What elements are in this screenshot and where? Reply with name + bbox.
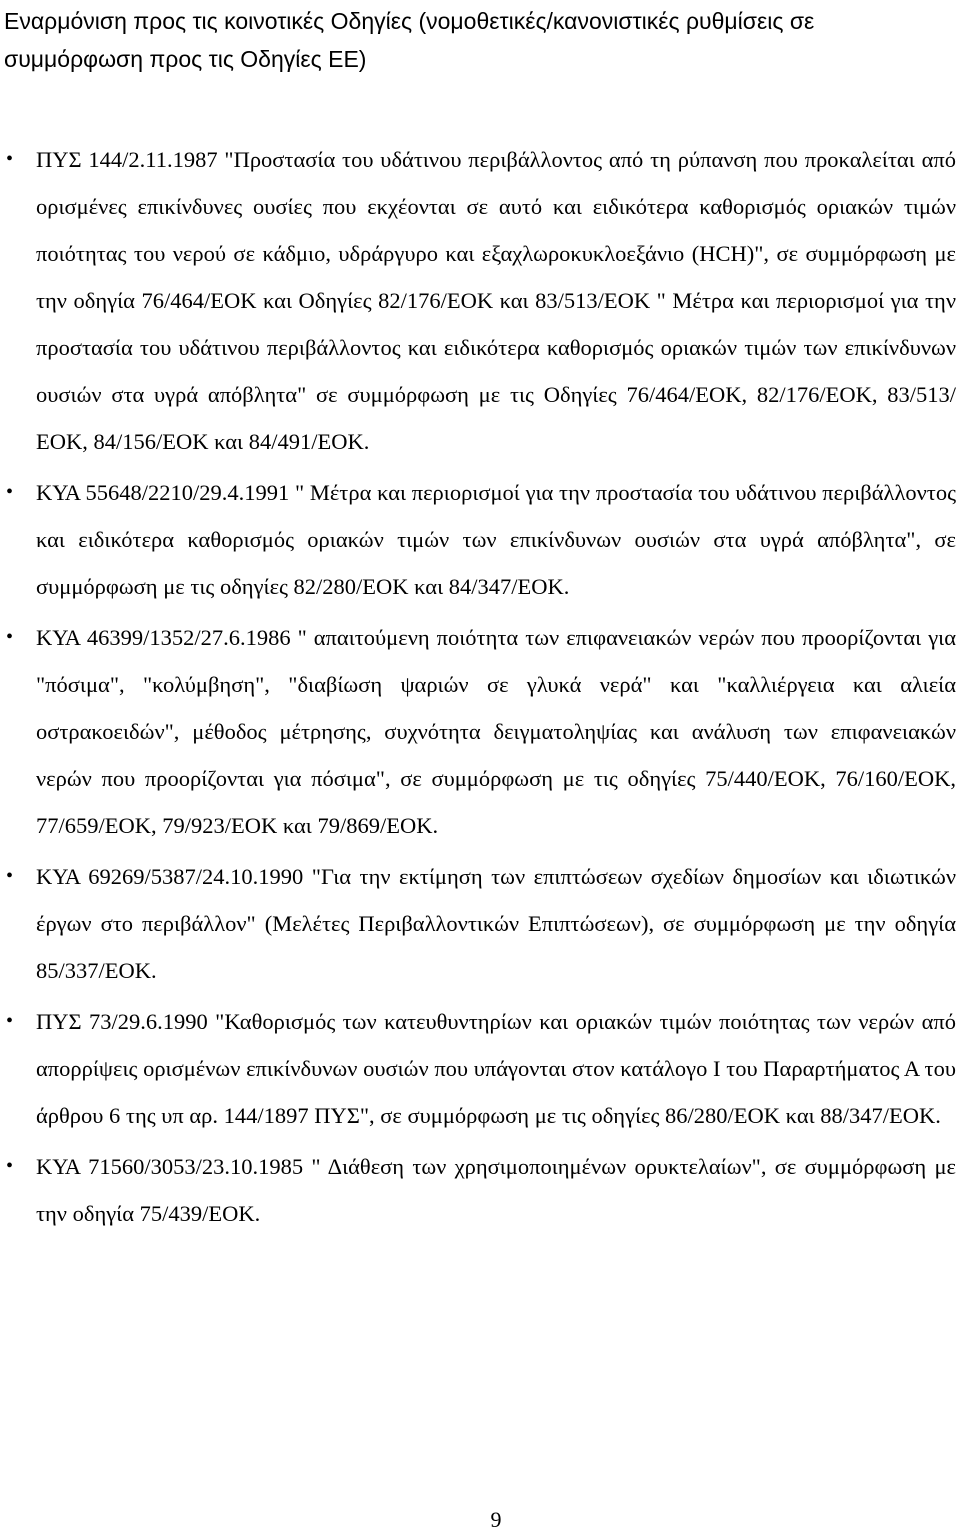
legislation-list — [6, 136, 956, 1237]
page-number: 9 — [490, 1507, 502, 1532]
bullet-icon: • — [6, 1155, 14, 1177]
list-item-text: ΚΥΑ 69269/5387/24.10.1990 "Για την εκτίμηση των επιπτώσεων σχεδίων δημοσίων και ιδιωτικών έργων στο περιβάλλον" (Μελέτες Περιβαλλοντικών Επιπτώσεων), σε συμμόρφωση με την οδηγία 85/337/ΕΟΚ. — [36, 864, 956, 983]
bullet-icon: • — [6, 865, 14, 887]
bullet-icon: • — [6, 626, 14, 648]
list-item — [6, 1143, 956, 1237]
bullet-icon: • — [6, 481, 14, 503]
list-item — [6, 136, 956, 465]
section-heading: Εναρμόνιση προς τις κοινοτικές Οδηγίες (νομοθετικές/κανονιστικές ρυθμίσεις σε συμμόρφωση προς τις Οδηγίες ΕΕ) — [4, 8, 815, 72]
list-item — [6, 469, 956, 610]
list-item-text: ΚΥΑ 71560/3053/23.10.1985 " Διάθεση των χρησιμοποιημένων ορυκτελαίων", σε συμμόρφωση με την οδηγία 75/439/ΕΟΚ. — [36, 1154, 956, 1226]
list-item — [6, 998, 956, 1139]
bullet-icon: • — [6, 148, 14, 170]
document-page — [4, 0, 956, 1532]
bullet-icon: • — [6, 1010, 14, 1032]
list-item — [6, 853, 956, 994]
list-item-text: ΚΥΑ 55648/2210/29.4.1991 " Μέτρα και περιορισμοί για την προστασία του υδάτινου περιβάλλοντος και ειδικότερα καθορισμός οριακών τιμών των επικίνδυνων ουσιών στα υγρά απόβλητα", σε συμμόρφωση με τις οδηγίες 82/280/ΕΟΚ και 84/347/ΕΟΚ. — [36, 480, 956, 599]
list-item-text: ΚΥΑ 46399/1352/27.6.1986 " απαιτούμενη ποιότητα των επιφανειακών νερών που προορίζονται για "πόσιμα", "κολύμβηση", "διαβίωση ψαριών σε γλυκά νερά" και "καλλιέργεια και αλιεία οστρακοειδών", μέθοδος μέτρησης, συχνότητα δειγματοληψίας και ανάλυση των επιφανειακών νερών που προορίζονται για πόσιμα", σε συμμόρφωση με τις οδηγίες 75/440/ΕΟΚ, 76/160/ΕΟΚ, 77/659/ΕΟΚ, 79/923/ΕΟΚ και 79/869/ΕΟΚ. — [36, 625, 956, 838]
list-item-text: ΠΥΣ 144/2.11.1987 "Προστασία του υδάτινου περιβάλλοντος από τη ρύπανση που προκαλείται από ορισμένες επικίνδυνες ουσίες που εκχέονται σε αυτό και ειδικότερα καθορισμός οριακών τιμών ποιότητας του νερού σε κάδμιο, υδράργυρο και εξαχλωροκυκλοεξάνιο (HCH)", σε συμμόρφωση με την οδηγία 76/464/ΕΟΚ και Οδηγίες 82/176/ΕΟΚ και 83/513/ΕΟΚ " Μέτρα και περιορισμοί για την προστασία του υδάτινου περιβάλλοντος και ειδικότερα καθορισμός οριακών τιμών των επικίνδυνων ουσιών στα υγρά απόβλητα" σε συμμόρφωση με τις Οδηγίες 76/464/ΕΟΚ, 82/176/ΕΟΚ, 83/513/ΕΟΚ, 84/156/ΕΟΚ και 84/491/ΕΟΚ. — [36, 147, 956, 454]
list-item-text: ΠΥΣ 73/29.6.1990 "Καθορισμός των κατευθυντηρίων και οριακών τιμών ποιότητας των νερών από απορρίψεις ορισμένων επικίνδυνων ουσιών που υπάγονται στον κατάλογο Ι του Παραρτήματος Α του άρθρου 6 της υπ αρ. 144/1897 ΠΥΣ", σε συμμόρφωση με τις οδηγίες 86/280/ΕΟΚ και 88/347/ΕΟΚ. — [36, 1009, 956, 1128]
list-item — [6, 614, 956, 849]
